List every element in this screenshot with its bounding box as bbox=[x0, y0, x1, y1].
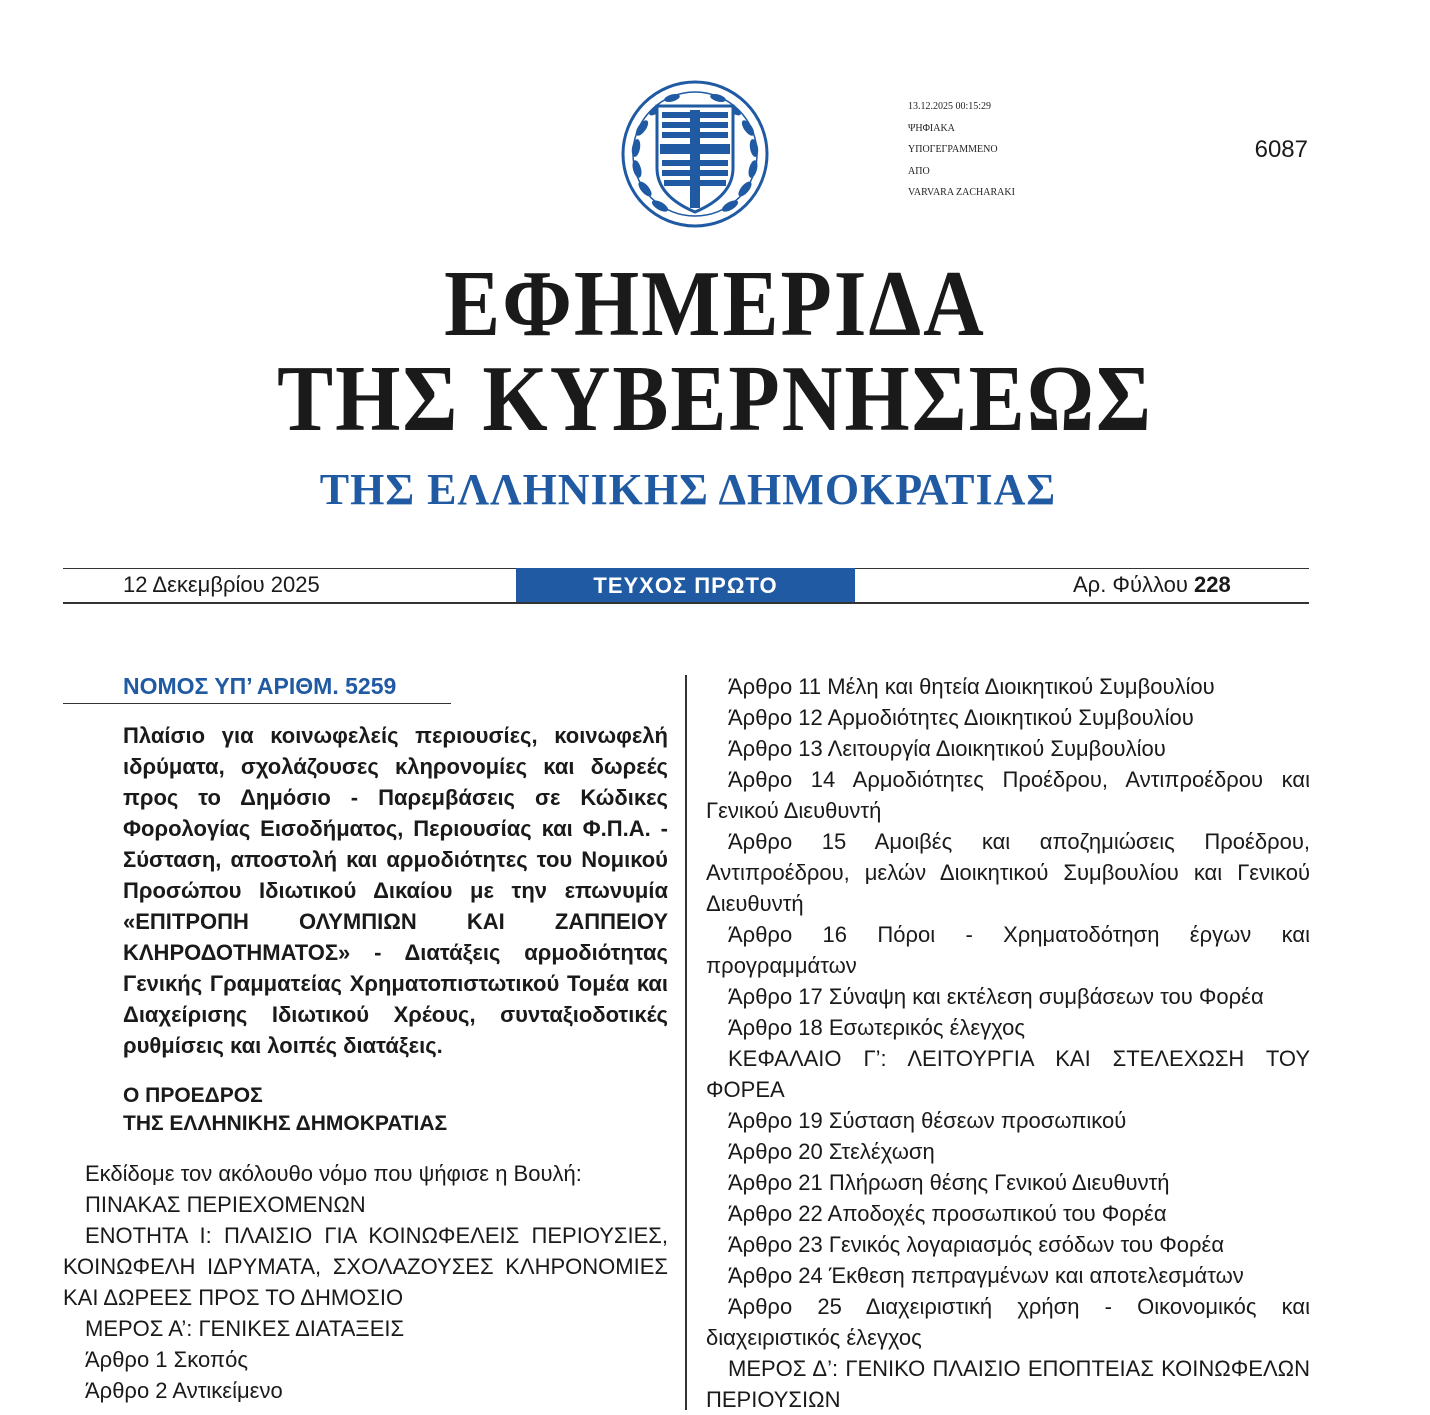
signature-signer: VARVARA ZACHARAKI bbox=[908, 187, 1015, 198]
law-number-rule bbox=[63, 703, 451, 704]
sheet-number-label: Αρ. Φύλλου bbox=[1073, 572, 1195, 597]
greek-coat-of-arms-icon bbox=[612, 68, 778, 234]
list-item: Άρθρο 17 Σύναψη και εκτέλεση συμβάσεων του Φορέα bbox=[728, 984, 1264, 1009]
list-item: ΚΕΦΑΛΑΙΟ Γ’: ΛΕΙΤΟΥΡΓΙΑ ΚΑΙ ΣΤΕΛΕΧΩΣΗ ΤΟΥ ΦΟΡΕΑ bbox=[706, 1046, 1310, 1102]
masthead-subtitle: ΤΗΣ ΕΛΛΗΝΙΚΗΣ ΔΗΜΟΚΡΑΤΙΑΣ bbox=[319, 465, 1057, 514]
list-item: Άρθρο 13 Λειτουργία Διοικητικού Συμβουλίου bbox=[728, 736, 1166, 761]
issue-series-label: ΤΕΥΧΟΣ ΠΡΩΤΟ bbox=[516, 568, 855, 604]
list-item: ΜΕΡΟΣ Α’: ΓΕΝΙΚΕΣ ΔΙΑΤΑΞΕΙΣ bbox=[85, 1316, 405, 1341]
issue-bar bbox=[63, 568, 1309, 604]
president-line: Ο ΠΡΟΕΔΡΟΣ bbox=[123, 1084, 263, 1107]
digital-signature-block bbox=[908, 96, 1015, 204]
masthead-title-line1: ΕΦΗΜΕΡΙΔΑ bbox=[444, 252, 986, 357]
list-item: Άρθρο 20 Στελέχωση bbox=[728, 1139, 935, 1164]
column-divider bbox=[685, 675, 687, 1410]
list-item: Άρθρο 18 Εσωτερικός έλεγχος bbox=[728, 1015, 1025, 1040]
list-item: ΠΙΝΑΚΑΣ ΠΕΡΙΕΧΟΜΕΝΩΝ bbox=[85, 1192, 366, 1217]
president-heading bbox=[123, 1082, 447, 1138]
page-number: 6087 bbox=[1254, 136, 1308, 163]
list-item: Άρθρο 1 Σκοπός bbox=[85, 1347, 248, 1372]
list-item: Άρθρο 21 Πλήρωση θέσης Γενικού Διευθυντή bbox=[728, 1170, 1170, 1195]
list-item: Άρθρο 2 Αντικείμενο bbox=[85, 1378, 283, 1403]
list-item: Άρθρο 24 Έκθεση πεπραγμένων και αποτελεσμάτων bbox=[728, 1263, 1244, 1288]
issue-bar-bottom-rule bbox=[63, 602, 1309, 604]
signature-line: ΨΗΦΙΑΚΑ bbox=[908, 122, 955, 134]
law-title: Πλαίσιο για κοινωφελείς περιουσίες, κοινωφελή ιδρύματα, σχολάζουσες κληρονομίες και δωρεές προς το Δημόσιο - Παρεμβάσεις σε Κώδικες Φορολογίας Εισοδήματος, Περιουσίας και Φ.Π.Α. - Σύσταση, αποστολή και αρμοδιότητες του Νομικού Προσώπου Ιδιωτικού Δικαίου με την επωνυμία «ΕΠΙΤΡΟΠΗ ΟΛΥΜΠΙΩΝ ΚΑΙ ΖΑΠΠΕΙΟΥ ΚΛΗΡΟΔΟΤΗΜΑΤΟΣ» - Διατάξεις αρμοδιότητας Γενικής Γραμματείας Χρηματοπιστωτικού Τομέα και Διαχείρισης Ιδιωτικού Χρέους, συνταξιοδοτικές ρυθμίσεις και λοιπές διατάξεις. bbox=[123, 723, 668, 1058]
right-column-contents bbox=[706, 671, 1310, 1415]
list-item: ΕΝΟΤΗΤΑ Ι: ΠΛΑΙΣΙΟ ΓΙΑ ΚΟΙΝΩΦΕΛΕΙΣ ΠΕΡΙΟΥΣΙΕΣ, ΚΟΙΝΩΦΕΛΗ ΙΔΡΥΜΑΤΑ, ΣΧΟΛΑΖΟΥΣΕΣ ΚΛΗΡΟΝΟΜΙΕΣ ΚΑΙ ΔΩΡΕΕΣ ΠΡΟΣ ΤΟ ΔΗΜΟΣΙΟ bbox=[63, 1223, 668, 1310]
list-item: Άρθρο 22 Αποδοχές προσωπικού του Φορέα bbox=[728, 1201, 1167, 1226]
list-item: Άρθρο 14 Αρμοδιότητες Προέδρου, Αντιπροέδρου και Γενικού Διευθυντή bbox=[706, 767, 1310, 823]
signature-timestamp: 13.12.2025 00:15:29 bbox=[908, 101, 992, 112]
list-item: ΜΕΡΟΣ Δ’: ΓΕΝΙΚΟ ΠΛΑΙΣΙΟ ΕΠΟΠΤΕΙΑΣ ΚΟΙΝΩΦΕΛΩΝ ΠΕΡΙΟΥΣΙΩΝ bbox=[706, 1356, 1310, 1412]
signature-line: ΥΠΟΓΕΓΡΑΜΜΕΝΟ bbox=[908, 144, 998, 155]
left-column-contents bbox=[63, 1158, 668, 1406]
list-item: Άρθρο 11 Μέλη και θητεία Διοικητικού Συμβουλίου bbox=[728, 674, 1215, 699]
list-item: Άρθρο 19 Σύσταση θέσεων προσωπικού bbox=[728, 1108, 1127, 1133]
issue-date: 12 Δεκεμβρίου 2025 bbox=[123, 572, 320, 597]
sheet-number-value: 228 bbox=[1194, 572, 1231, 597]
signature-line: ΑΠΟ bbox=[908, 165, 930, 177]
list-item: Άρθρο 23 Γενικός λογαριασμός εσόδων του Φορέα bbox=[728, 1232, 1225, 1257]
list-item: Άρθρο 25 Διαχειριστική χρήση - Οικονομικός και διαχειριστικός έλεγχος bbox=[706, 1294, 1310, 1350]
masthead-title-line2: ΤΗΣ ΚΥΒΕΡΝΗΣΕΩΣ bbox=[277, 347, 1153, 452]
list-item: Άρθρο 15 Αμοιβές και αποζημιώσεις Προέδρου, Αντιπροέδρου, μελών Διοικητικού Συμβουλίου και Γενικού Διευθυντή bbox=[706, 829, 1310, 916]
list-item: Άρθρο 12 Αρμοδιότητες Διοικητικού Συμβουλίου bbox=[728, 705, 1194, 730]
sheet-number bbox=[1073, 572, 1231, 598]
list-item: Άρθρο 16 Πόροι - Χρηματοδότηση έργων και προγραμμάτων bbox=[706, 922, 1310, 978]
list-item: Εκδίδομε τον ακόλουθο νόμο που ψήφισε η Βουλή: bbox=[85, 1161, 582, 1186]
law-number: ΝΟΜΟΣ ΥΠ’ ΑΡΙΘΜ. 5259 bbox=[123, 673, 397, 699]
president-line: ΤΗΣ ΕΛΛΗΝΙΚΗΣ ΔΗΜΟΚΡΑΤΙΑΣ bbox=[123, 1112, 448, 1135]
